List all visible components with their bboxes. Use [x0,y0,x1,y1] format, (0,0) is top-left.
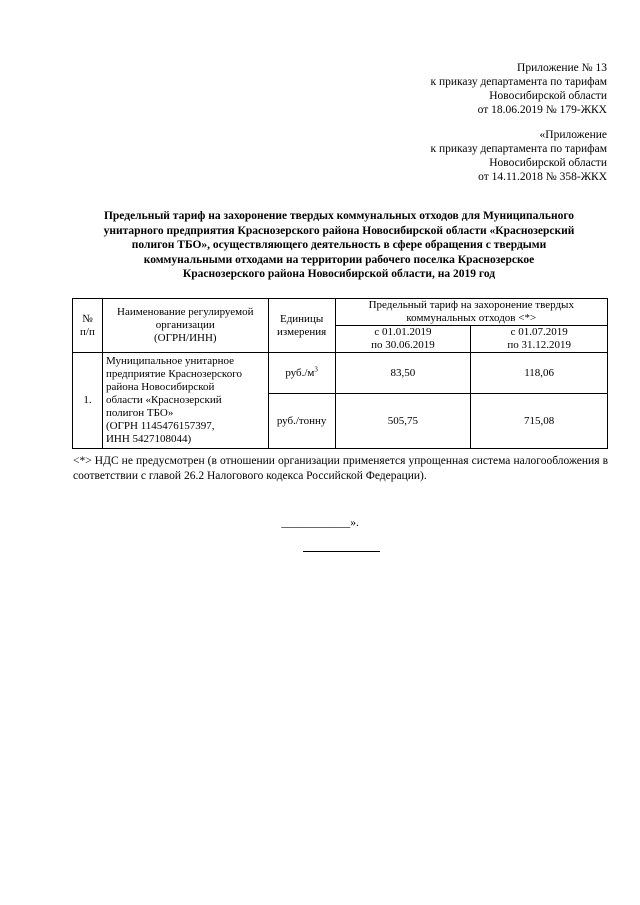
row-unit-ton: руб./тонну [268,394,335,449]
appendix-line: к приказу департамента по тарифам [430,143,607,155]
closing-mark: ____________». [281,517,359,529]
header-period-2: с 01.07.2019 по 31.12.2019 [471,326,608,353]
header-period-1: с 01.01.2019 по 30.06.2019 [335,326,471,353]
end-separator-line [303,551,380,552]
header-tariff: Предельный тариф на захоронение твердых коммунальных отходов <*> [335,299,607,326]
row-value-ton-p2: 715,08 [471,394,608,449]
appendix-line: от 18.06.2019 № 179-ЖКХ [477,104,607,116]
table-header-row [73,299,608,326]
title-line: Краснозерского района Новосибирской области, на 2019 год [182,268,496,281]
header-num: № п/п [73,299,103,353]
tariff-table [72,298,608,449]
row-value-ton-p1: 505,75 [335,394,471,449]
title-line: Предельный тариф на захоронение твердых коммунальных отходов для Муниципального [103,210,575,222]
title-line: полигон ТБО», осуществляющего деятельность в сфере обращения с твердыми [131,239,547,252]
document-title [70,209,608,282]
appendix-line: Новосибирской области [489,157,607,169]
header-org: Наименование регулируемой организации (ОГРН/ИНН) [102,299,268,353]
footnote: <*> НДС не предусмотрен (в отношении организации применяется упрощенная система налогообложения в соответствии с главой 26.2 Налогового кодекса Российской Федерации). [73,455,608,482]
row-value-cubic-p1: 83,50 [335,353,471,394]
row-value-cubic-p2: 118,06 [471,353,608,394]
appendix-previous-header [430,128,607,184]
table-row [73,353,608,394]
appendix-line: от 14.11.2018 № 358-ЖКХ [478,171,607,183]
row-unit-cubic: $руб./м^3$ [268,353,335,394]
title-line: унитарного предприятия Краснозерского района Новосибирской области «Краснозерский [103,224,575,237]
appendix-current-header [430,61,607,117]
appendix-line: «Приложение [539,129,607,141]
title-line: коммунальными отходами на территории рабочего поселка Краснозерское [143,253,535,266]
appendix-line: Новосибирской области [489,90,607,102]
appendix-line: Приложение № 13 [517,62,607,74]
row-org: Муниципальное унитарное предприятие Краснозерского района Новосибирской области «Краснозерский полигон ТБО» (ОГРН 1145476157397, ИНН 5427108044) [102,353,268,449]
appendix-line: к приказу департамента по тарифам [430,76,607,88]
header-unit: Единицы измерения [268,299,335,353]
row-num: 1. [73,353,103,449]
